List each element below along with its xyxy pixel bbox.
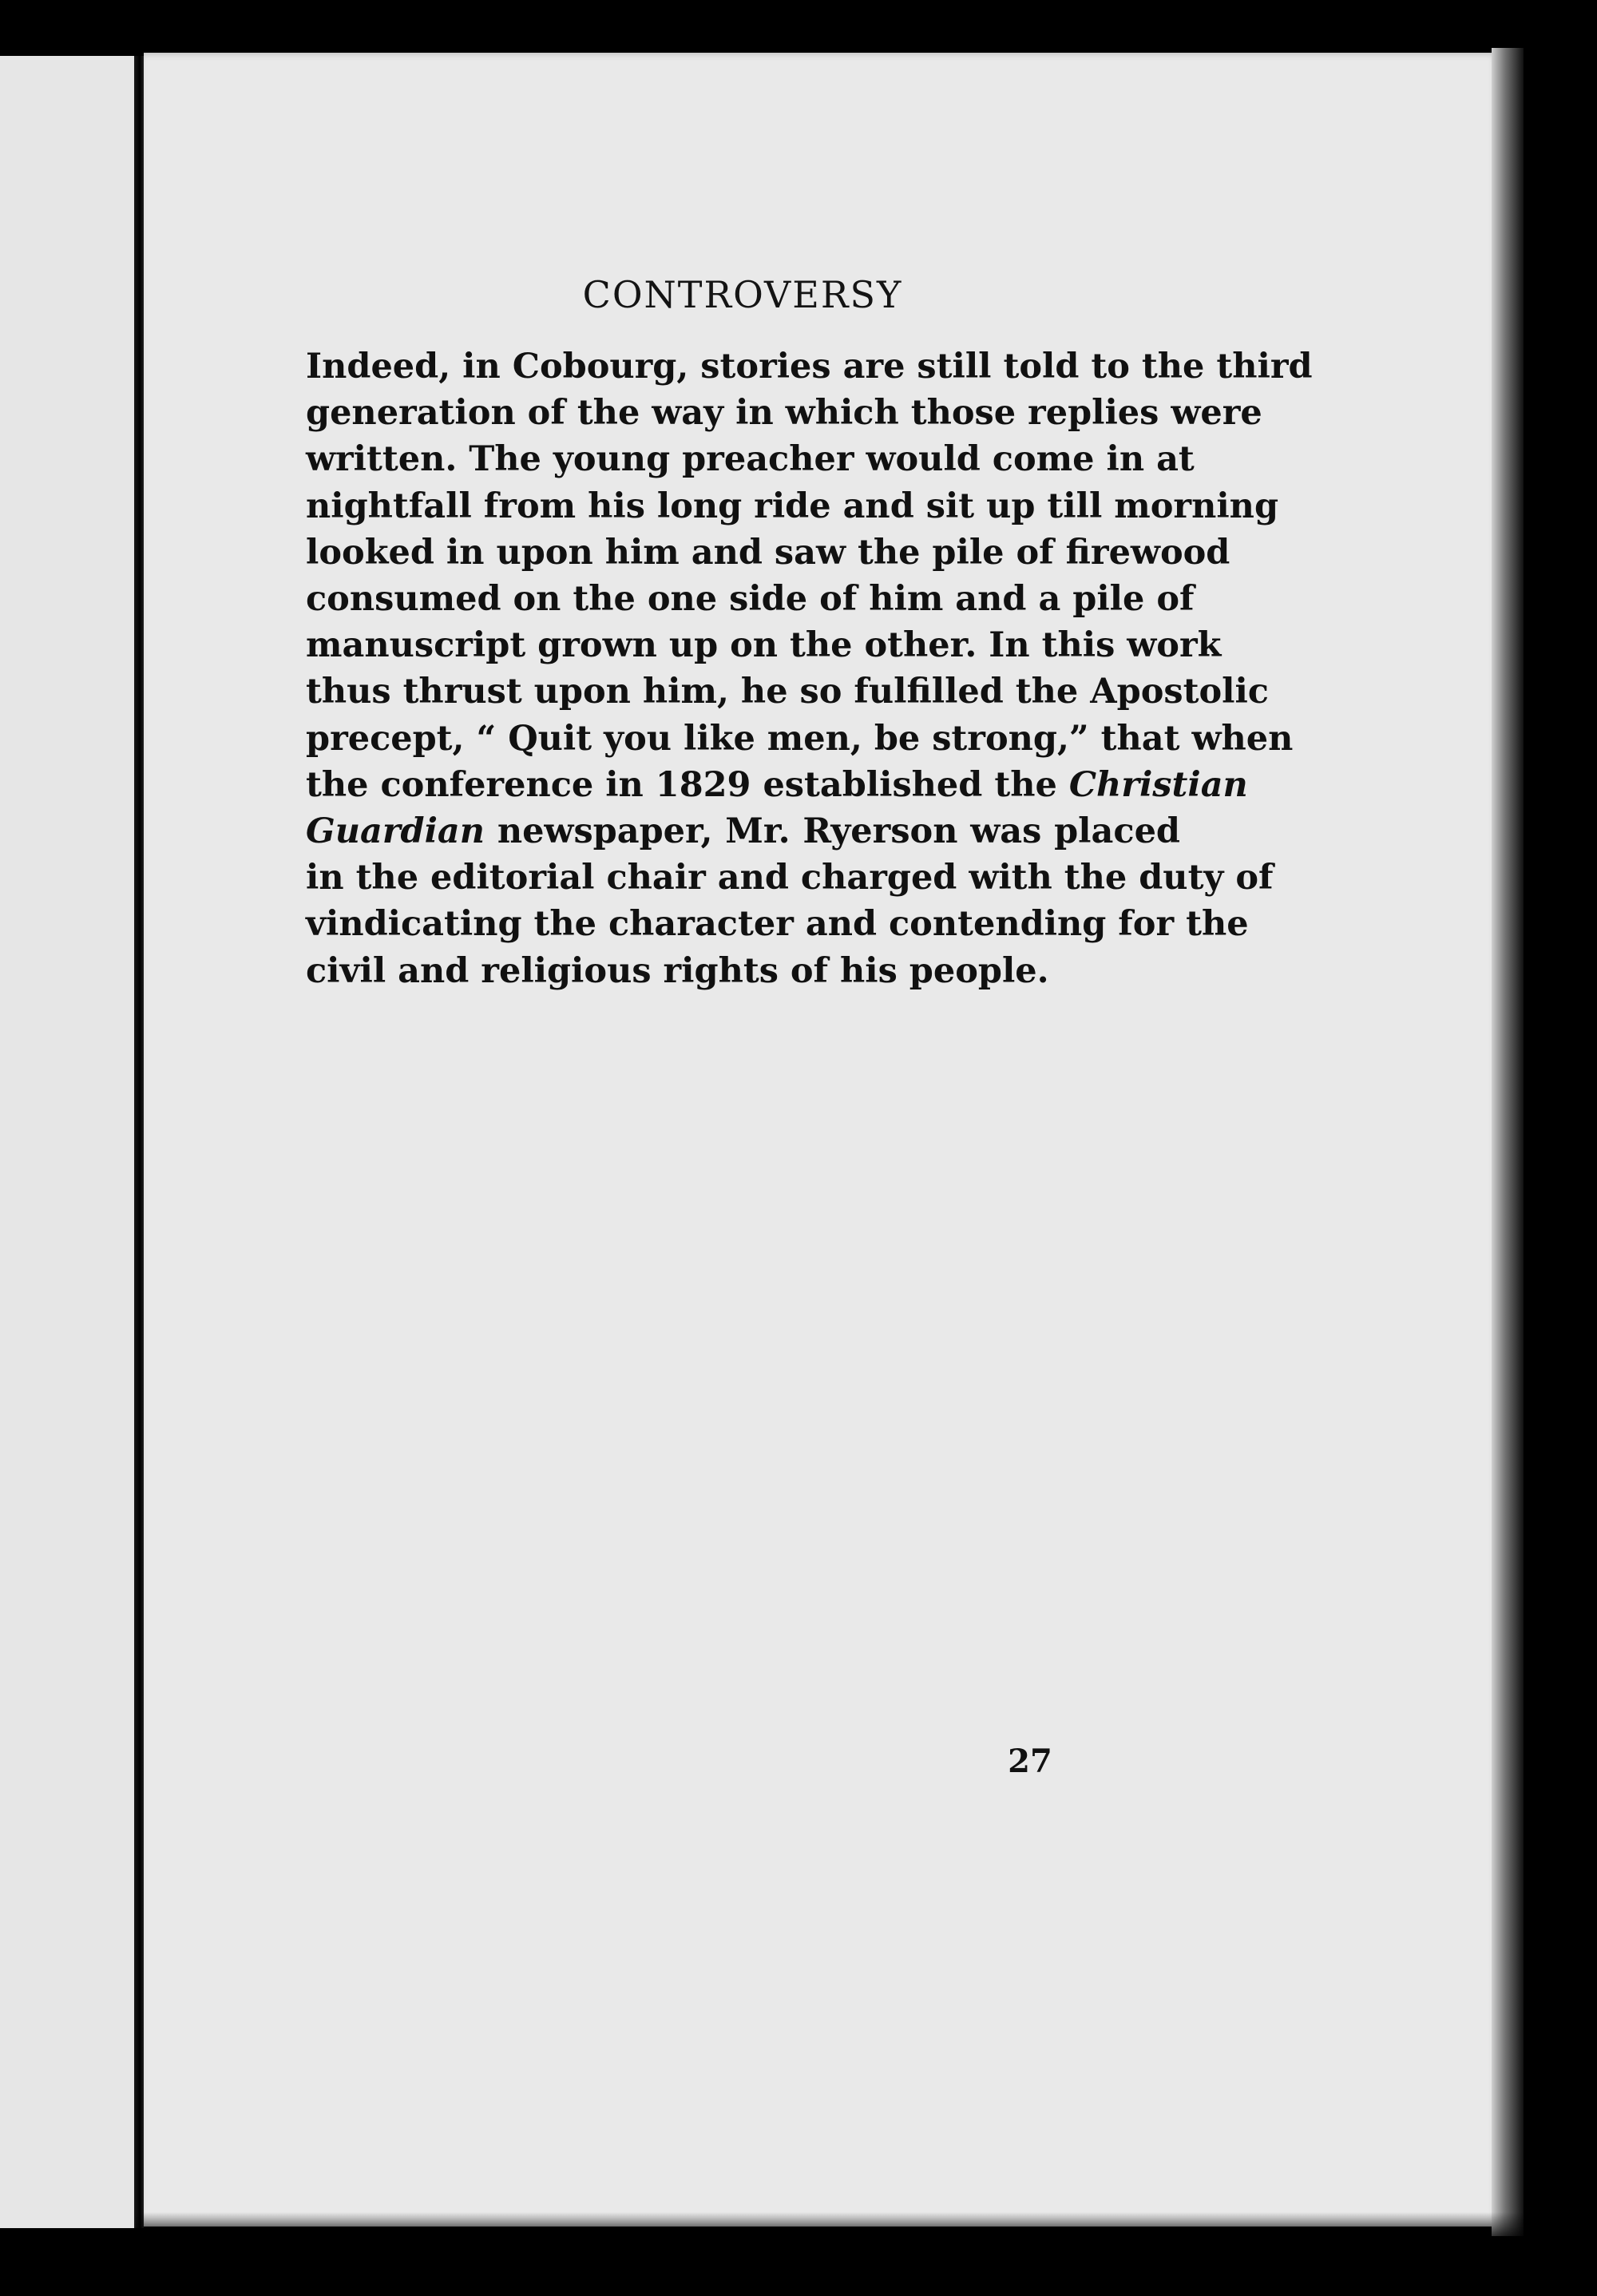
- text-line: precept, “ Quit you like men, be strong,” that when: [306, 718, 1294, 759]
- text-line: Indeed, in Cobourg, stories are still told to the third: [306, 347, 1313, 387]
- bottom-shadow: [136, 2212, 1525, 2244]
- text-line: thus thrust upon him, he so fulfilled the Apostolic: [306, 672, 1269, 712]
- page-fore-edge: [1492, 48, 1524, 2236]
- text-fragment: newspaper, Mr. Ryerson was placed: [497, 811, 1180, 852]
- text-line: consumed on the one side of him and a pile of: [306, 579, 1195, 620]
- body-paragraph: [306, 343, 1313, 994]
- text-line: generation of the way in which those replies were: [306, 393, 1262, 434]
- text-line: nightfall from his long ride and sit up till morning: [306, 486, 1279, 526]
- text-line: civil and religious rights of his people.: [306, 950, 1049, 991]
- text-fragment: the conference in 1829 established the: [306, 764, 1057, 805]
- text-line: looked in upon him and saw the pile of firewood: [306, 532, 1230, 573]
- text-line-with-italic: [306, 762, 1248, 808]
- running-head: CONTROVERSY: [582, 273, 903, 316]
- left-page-sliver: [0, 56, 137, 2228]
- italic-title: Christian: [1068, 764, 1248, 805]
- text-line-with-italic: [306, 808, 1180, 855]
- book-gutter: [134, 56, 144, 2228]
- text-line: manuscript grown up on the other. In this work: [306, 625, 1222, 666]
- italic-title: Guardian: [306, 811, 485, 852]
- text-line: written. The young preacher would come in at: [306, 439, 1195, 480]
- page-number: 27: [1008, 1743, 1052, 1780]
- text-line: in the editorial chair and charged with the duty of: [306, 858, 1274, 898]
- text-line: vindicating the character and contending for the: [306, 904, 1249, 945]
